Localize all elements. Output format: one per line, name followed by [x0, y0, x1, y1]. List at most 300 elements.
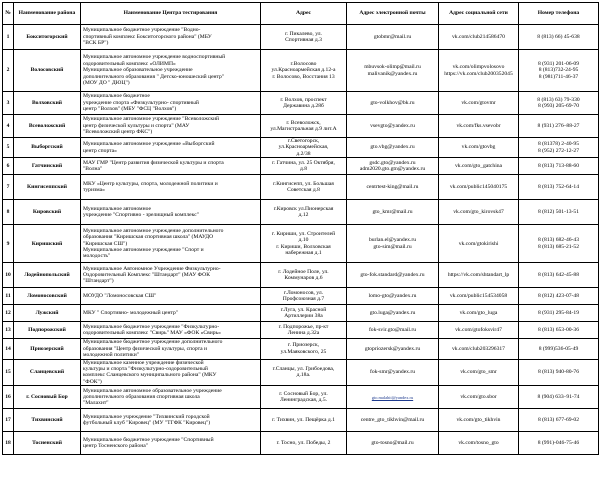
- center-name-line: "ВСК БР"): [83, 40, 109, 47]
- row-number: 8: [3, 200, 14, 225]
- social-link[interactable]: [439, 432, 519, 455]
- social-link[interactable]: [439, 322, 519, 339]
- email-link-line[interactable]: gto-tosno@mail.ru: [371, 440, 414, 446]
- email-link-line[interactable]: centrtest-king@mail.ru: [366, 184, 419, 191]
- center-name-line: учреждение "Спортивно - зрелищный комплекс": [83, 212, 200, 219]
- phone-number-line: 8 (813) 642-45-88: [537, 272, 579, 279]
- center-address: [261, 175, 347, 200]
- row-number: 3: [3, 92, 14, 115]
- center-address-line: Профсоюзная д.7: [282, 296, 325, 303]
- center-address: [261, 200, 347, 225]
- phone-number: [519, 322, 599, 339]
- phone-number: [519, 263, 599, 288]
- center-name-line: Муниципальное казенное учреждение физической: [83, 359, 204, 366]
- center-name: [81, 432, 261, 455]
- row-number: 15: [3, 359, 14, 386]
- center-address-line: г. Подпорожье, пр-кт: [278, 323, 329, 330]
- social-link-line[interactable]: vk.com/gtovmr: [461, 99, 496, 106]
- center-address-line: г.Луга, ул. Красной: [280, 306, 327, 313]
- center-address-line: ул.Магистральная д.9 лит.А: [270, 126, 337, 132]
- phone-number-line: 8 (813)732-24-95: [538, 67, 579, 74]
- email-link[interactable]: [347, 92, 439, 115]
- center-address-line: г. Тихвин, ул. Пещёрка д.1: [272, 417, 335, 423]
- center-name-line: МКУ «Центр культуры, спорта, молодежной политики и: [83, 180, 218, 187]
- social-link-line[interactable]: vk.com/gtokirishi: [458, 240, 499, 247]
- table-row: [3, 432, 599, 455]
- phone-number-line: 8 (813) 63) 79-330: [537, 96, 580, 103]
- social-link[interactable]: [439, 305, 519, 322]
- phone-number-line: 8 (813) 682-46-43: [537, 237, 579, 244]
- center-name: [81, 92, 261, 115]
- center-address-line: д.2/38: [296, 150, 311, 157]
- email-link[interactable]: [347, 200, 439, 225]
- phone-number: [519, 175, 599, 200]
- center-address-line: д.18а.: [296, 372, 311, 379]
- center-name: [81, 138, 261, 158]
- center-address-line: г. Сосновый Бор, ул.: [279, 390, 328, 397]
- center-address-line: г.Кингисепп, ул. Большая: [273, 180, 334, 187]
- email-link-line[interactable]: burlan.el@yandex.ru: [368, 237, 417, 244]
- center-address: [261, 138, 347, 158]
- district-name: Лодейнопольский: [14, 263, 81, 288]
- social-link[interactable]: [439, 138, 519, 158]
- center-name-line: "Штандарт"): [83, 278, 114, 285]
- center-address-line: Спортивная д.3: [285, 37, 322, 43]
- center-name-line: Муниципальное образовательное учреждение: [83, 67, 193, 74]
- center-address-line: ул.Маяковского, 25: [280, 348, 327, 355]
- center-address-line: г. Приозерск,: [287, 342, 320, 349]
- phone-number-line: 8 (981)711-46-37: [538, 73, 579, 80]
- email-link-line[interactable]: gto.malahit@yandex.ru: [371, 394, 414, 400]
- center-name-line: "Волна": [83, 166, 103, 173]
- center-name-line: центр спорта»: [83, 147, 117, 154]
- center-name: [81, 158, 261, 175]
- phone-number: [519, 200, 599, 225]
- row-number: 14: [3, 339, 14, 359]
- center-name-line: Муниципальное автономное учреждение дополнительного: [83, 227, 224, 234]
- center-name-line: МАУ ГМР "Центр развития физической культуры и спорта: [83, 159, 224, 166]
- social-link[interactable]: [439, 263, 519, 288]
- social-link-line[interactable]: vk.com/gtovbg: [461, 144, 496, 151]
- district-name: Волосовский: [14, 50, 81, 92]
- table-row: [3, 339, 599, 359]
- email-link[interactable]: [347, 305, 439, 322]
- center-name-line: учреждение спорта «Физкультурно- спортивный: [83, 99, 199, 106]
- header-email: Адрес электронной почты: [347, 3, 439, 25]
- phone-number-line: 8 (813) 653-00-36: [537, 327, 579, 334]
- phone-number: [519, 359, 599, 386]
- district-name: Приозерский: [14, 339, 81, 359]
- email-link[interactable]: [347, 25, 439, 50]
- center-address-line: г.Волосово: [290, 60, 317, 67]
- center-name: [81, 305, 261, 322]
- center-name-line: МКУ " Спортивно- молодежный центр": [83, 310, 179, 317]
- center-name-line: Муниципальное автономное учреждение водноспортивный: [83, 54, 226, 61]
- center-address: [261, 409, 347, 432]
- row-number: 13: [3, 322, 14, 339]
- table-row: [3, 50, 599, 92]
- center-name: [81, 200, 261, 225]
- center-name-line: спортивный комплекс Бокситогорского района" (МБУ: [83, 33, 212, 40]
- email-link[interactable]: [347, 225, 439, 263]
- phone-number-line: 8 (813) 685-21-52: [537, 243, 579, 250]
- phone-number-line: 8 (813) 677-69-02: [537, 417, 579, 423]
- center-address: [261, 25, 347, 50]
- center-name-line: центр "Волхов" (МБУ "ФСЦ "Волхов"): [83, 106, 177, 113]
- social-link-line[interactable]: vk.com/olimpvolosovo: [452, 64, 505, 71]
- center-address-line: г.Кировск ул.Пионерская: [273, 205, 334, 212]
- center-address: [261, 225, 347, 263]
- center-address: [261, 322, 347, 339]
- center-address: [261, 92, 347, 115]
- social-link-line[interactable]: vk.com/club214586470: [452, 33, 505, 40]
- center-name: [81, 288, 261, 305]
- center-name-line: МОУДО "Ломоносовская СШ": [83, 293, 157, 300]
- phone-number-line: 8 (999)536-05-49: [538, 345, 579, 352]
- social-link[interactable]: [439, 339, 519, 359]
- center-address-line: Державина д.28б: [283, 103, 324, 109]
- header-social: Адрес социальной сети: [439, 3, 519, 25]
- center-name-line: образования "Центр физической культуры, спорта и: [83, 345, 207, 352]
- center-name-line: туризма»: [83, 187, 105, 194]
- email-link-line[interactable]: gtopriozersk@yandex.ru: [364, 345, 421, 352]
- phone-number-line: 8 (813) 66) 45-638: [537, 33, 580, 40]
- phone-number: [519, 409, 599, 432]
- social-link[interactable]: [439, 175, 519, 200]
- center-name: [81, 263, 261, 288]
- center-address-line: набережная д.1: [285, 250, 322, 257]
- district-name: Подпорожский: [14, 322, 81, 339]
- district-name: Лужский: [14, 305, 81, 322]
- table-row: [3, 305, 599, 322]
- phone-number: [519, 305, 599, 322]
- social-link-line[interactable]: vk.com/gto_kirovsk47: [453, 209, 504, 216]
- center-name-line: молодежной политики": [83, 352, 139, 359]
- center-address-line: ул.Красноармейская д.12-а: [271, 67, 336, 74]
- email-link-line[interactable]: vsevgto@yandex.ru: [370, 122, 415, 129]
- center-address: [261, 115, 347, 138]
- center-name: [81, 225, 261, 263]
- row-number: 9: [3, 225, 14, 263]
- email-link[interactable]: [347, 322, 439, 339]
- center-name-line: (МОУ ДО " ДЮЦ"): [83, 80, 130, 87]
- social-link[interactable]: [439, 386, 519, 409]
- center-name: [81, 115, 261, 138]
- center-name: [81, 25, 261, 50]
- email-link[interactable]: [347, 175, 439, 200]
- phone-number: [519, 432, 599, 455]
- center-address-line: ул.Красноармейская,: [278, 144, 329, 151]
- email-link[interactable]: [347, 386, 439, 409]
- social-link-line[interactable]: vk.com/gto.sbor: [460, 394, 497, 400]
- social-link[interactable]: [439, 158, 519, 175]
- phone-number: [519, 115, 599, 138]
- phone-number-line: 8 (931) 295-84-19: [537, 310, 579, 317]
- center-address-line: г. Тосно, ул. Победы, 2: [276, 440, 331, 446]
- phone-number-line: 8 (993) 205-69-70: [537, 103, 579, 109]
- district-name: Тосненский: [14, 432, 81, 455]
- social-link-line[interactable]: vk.com/public145040175: [449, 184, 508, 191]
- email-link[interactable]: [347, 50, 439, 92]
- district-name: Сланцевский: [14, 359, 81, 386]
- district-name: Волховский: [14, 92, 81, 115]
- testing-centers-table: [2, 2, 599, 455]
- header-row: [3, 3, 599, 25]
- center-name-line: Муниципальное бюджетное учреждение "Водно-: [83, 27, 201, 34]
- row-number: 10: [3, 263, 14, 288]
- district-name: Кировский: [14, 200, 81, 225]
- table-row: [3, 386, 599, 409]
- district-name: Выборгский: [14, 138, 81, 158]
- district-name: Киришский: [14, 225, 81, 263]
- social-link[interactable]: [439, 225, 519, 263]
- district-name: Кингисеппский: [14, 175, 81, 200]
- social-link[interactable]: [439, 50, 519, 92]
- center-address-line: Советская д.8: [287, 187, 320, 194]
- table-row: [3, 25, 599, 50]
- email-link[interactable]: [347, 263, 439, 288]
- email-link-line[interactable]: mbuvsok-olimp@mail.ru: [364, 64, 421, 71]
- table-row: [3, 175, 599, 200]
- center-address-line: г. Волхов, проспект: [280, 96, 327, 103]
- center-address-line: г. Кириши, Волховская: [276, 243, 331, 250]
- phone-number: [519, 225, 599, 263]
- social-link-line[interactable]: vk.com/gto_luga: [459, 310, 498, 317]
- social-link-line[interactable]: vk.com/public154534058: [449, 293, 508, 300]
- row-number: 17: [3, 409, 14, 432]
- email-link-line[interactable]: malivanik@yandex.ru: [367, 70, 418, 77]
- center-address: [261, 288, 347, 305]
- center-name-line: Муниципальное бюджетное учреждение дополнительного: [83, 339, 223, 346]
- email-link[interactable]: [347, 115, 439, 138]
- social-link-line[interactable]: https://vk.com/shtandart_lp: [447, 272, 510, 279]
- social-link-line[interactable]: vk.com/fks.vsevobr: [456, 122, 501, 129]
- phone-number-line: 8 (931) 276–88-27: [537, 122, 580, 129]
- email-link[interactable]: [347, 359, 439, 386]
- email-link-line[interactable]: lomo-gto@yandex.ru: [368, 293, 417, 300]
- phone-number-line: 8 (81378) 2-40-95: [537, 141, 579, 148]
- center-address-line: г. Гатчина, ул. 25 Октября,: [272, 159, 335, 166]
- email-link-line[interactable]: centre_gto_tikhvin@mail.ru: [360, 417, 425, 423]
- phone-number-line: 8 (813) 940-80-76: [537, 369, 579, 376]
- center-name-line: комплекс Сланцевского муниципального района" (МКУ: [83, 372, 217, 379]
- center-name-line: культуры и спорта "Физкультурно-оздоровительный: [83, 365, 208, 372]
- center-name: [81, 409, 261, 432]
- center-name-line: Муниципальное автономное образовательное учреждение: [83, 387, 222, 394]
- center-name-line: Муниципальное бюджетное учреждение "Спортивный: [83, 436, 214, 443]
- email-link-line[interactable]: gto.luga@yandex.ru: [369, 310, 416, 317]
- email-link[interactable]: [347, 288, 439, 305]
- phone-number-line: 8 (812) 501-13-51: [537, 209, 579, 216]
- center-address-line: д.8: [299, 166, 308, 173]
- social-link-line[interactable]: vk.com/tosno_gto: [458, 440, 499, 446]
- table-row: [3, 200, 599, 225]
- center-name-line: Муниципальное автономное учреждение "Спорт и: [83, 246, 204, 253]
- center-address: [261, 158, 347, 175]
- row-number: 4: [3, 115, 14, 138]
- center-name-line: оздоровительный комплекс "Свирь" МАУ «ФОК «Свирь»: [83, 330, 221, 337]
- district-name: Бокситогорский: [14, 25, 81, 50]
- table-row: [3, 158, 599, 175]
- center-name-line: Муниципальное автономное: [83, 205, 151, 212]
- center-address: [261, 386, 347, 409]
- email-link-line[interactable]: adm2020.gto.gtn@yandex.ru: [359, 166, 426, 173]
- center-name-line: Муниципальное автономное учреждение «Выборгский: [83, 141, 215, 148]
- row-number: 1: [3, 25, 14, 50]
- center-address-line: г. Пикалево, ул.: [285, 30, 322, 37]
- district-name: Ломоносовский: [14, 288, 81, 305]
- district-name: Тихвинский: [14, 409, 81, 432]
- district-name: г. Сосновый Бор: [14, 386, 81, 409]
- social-link-line[interactable]: vk.com/club203296317: [452, 345, 505, 352]
- row-number: 18: [3, 432, 14, 455]
- center-address: [261, 339, 347, 359]
- phone-number-line: 8 (991)-046-75-46: [537, 440, 580, 446]
- center-address: [261, 50, 347, 92]
- table-row: [3, 263, 599, 288]
- phone-number-line: 8 (931) 201-06-09: [537, 60, 579, 67]
- center-name-line: Муниципальное бюджетное: [83, 93, 150, 100]
- phone-number: [519, 158, 599, 175]
- social-link-line[interactable]: vk.com/gto_gatchina: [454, 163, 503, 170]
- social-link[interactable]: [439, 359, 519, 386]
- center-name-line: молодость": [83, 253, 111, 260]
- row-number: 7: [3, 175, 14, 200]
- social-link-line[interactable]: https://vk.com/club200352045: [444, 70, 513, 77]
- center-name-line: Муниципальное бюджетное учреждение "Физкультурно-: [83, 323, 220, 330]
- table-row: [3, 359, 599, 386]
- center-name: [81, 386, 261, 409]
- center-address-line: д.12: [298, 212, 309, 219]
- center-address: [261, 359, 347, 386]
- center-name-line: центр физической культуры и спорта" (МАУ: [83, 122, 190, 129]
- center-name-line: "Киришская СШ"): [83, 240, 128, 247]
- center-name-line: центр Тосненского района": [83, 443, 148, 450]
- center-address: [261, 305, 347, 322]
- center-name: [81, 175, 261, 200]
- row-number: 5: [3, 138, 14, 158]
- center-address-line: д.10: [298, 237, 309, 244]
- center-name-line: Муниципальное автономное учреждение "Всеволожский: [83, 116, 220, 123]
- email-link-line[interactable]: gto-volkhov@bk.ru: [370, 99, 415, 106]
- center-address-line: Ленина д.32а: [287, 330, 320, 337]
- phone-number: [519, 138, 599, 158]
- email-link-line[interactable]: gsdc.gto@yandex.ru: [369, 159, 416, 166]
- center-address-line: г. Кириши, ул. Строителей: [271, 230, 336, 237]
- center-name-line: "Малахит": [83, 400, 109, 407]
- center-name-line: дополнительного образования " Детско-юношеский центр": [83, 73, 225, 80]
- social-link-line[interactable]: vk.com/gto_smr: [460, 369, 497, 376]
- email-link-line[interactable]: gto-sim@mail.ru: [373, 243, 412, 250]
- center-address-line: г.Ломоносов, ул.: [283, 289, 324, 296]
- center-name-line: образования "Киришская спортивная школа" (МАУДО: [83, 234, 214, 241]
- phone-number-line: 8 (813) 752-64-14: [537, 184, 579, 191]
- phone-number: [519, 288, 599, 305]
- center-name-line: Муниципальное Автономное Учреждение Физкультурно-: [83, 265, 221, 272]
- center-name: [81, 339, 261, 359]
- header-center: Наименование Центра тестирования: [81, 3, 261, 25]
- row-number: 11: [3, 288, 14, 305]
- social-link[interactable]: [439, 288, 519, 305]
- email-link[interactable]: [347, 158, 439, 175]
- district-name: Всеволожский: [14, 115, 81, 138]
- table-row: [3, 138, 599, 158]
- social-link-line[interactable]: vk.com/gtofoksvir47: [455, 327, 502, 334]
- center-name: [81, 50, 261, 92]
- center-address-line: г. Волосово, Восстания 13: [272, 73, 335, 80]
- social-link[interactable]: [439, 92, 519, 115]
- email-link[interactable]: [347, 432, 439, 455]
- center-name-line: дополнительного образования спортивная школа: [83, 394, 200, 400]
- table-row: [3, 288, 599, 305]
- center-address-line: Ленинградская, д.5.: [279, 397, 328, 404]
- email-link-line[interactable]: gto.vbg@yandex.ru: [370, 144, 415, 151]
- center-address-line: Коммунаров д.6: [284, 275, 323, 282]
- center-name-line: оздоровительный комплекс «ОЛИМП»: [83, 60, 176, 67]
- email-link-line[interactable]: gto_kmr@mail.ru: [372, 209, 413, 216]
- center-name-line: Оздоровительный Комплекс "Штандарт" (МАУ ФОК: [83, 272, 210, 279]
- table-row: [3, 409, 599, 432]
- district-name: Гатчинский: [14, 158, 81, 175]
- header-phone: Номер телефона: [519, 3, 599, 25]
- header-num: №: [3, 3, 14, 25]
- social-link[interactable]: [439, 200, 519, 225]
- center-name-line: Муниципальное учреждение "Тихвинский городской: [83, 413, 210, 420]
- social-link-line[interactable]: vk.com/gto_tikhvin: [456, 417, 501, 423]
- center-name: [81, 322, 261, 339]
- email-link[interactable]: [347, 409, 439, 432]
- phone-number: [519, 339, 599, 359]
- phone-number: [519, 386, 599, 409]
- header-address: Адрес: [261, 3, 347, 25]
- table-row: [3, 115, 599, 138]
- row-number: 12: [3, 305, 14, 322]
- social-link[interactable]: [439, 409, 519, 432]
- email-link[interactable]: [347, 339, 439, 359]
- phone-number-line: 8 (813) 713-88-60: [537, 163, 579, 170]
- center-address-line: г.Сланцы, ул. Грибоедова,: [272, 365, 335, 372]
- phone-number-line: 8 (812) 423-07-48: [537, 293, 579, 300]
- center-address: [261, 263, 347, 288]
- phone-number-line: 8 (952) 272-12-27: [537, 147, 579, 154]
- phone-number-line: 8 (904) 633–91-74: [537, 394, 580, 400]
- center-address: [261, 432, 347, 455]
- email-link[interactable]: [347, 138, 439, 158]
- email-link-line[interactable]: gtobmr@mail.ru: [373, 33, 412, 40]
- center-name-line: "Всеволожский центр ФКС"): [83, 129, 153, 136]
- row-number: 16: [3, 386, 14, 409]
- social-link[interactable]: [439, 25, 519, 50]
- email-link-line[interactable]: gto-fok.standard@yandex.ru: [360, 272, 425, 279]
- center-address-line: г. Лодейное Поле, ул.: [278, 268, 329, 275]
- center-name-line: футбольный клуб "Кировец" (МУ "ТГФК "Кировец"): [83, 420, 211, 427]
- center-address-line: г. Всеволожск,: [286, 119, 321, 126]
- table-row: [3, 322, 599, 339]
- row-number: 2: [3, 50, 14, 92]
- phone-number: [519, 25, 599, 50]
- social-link[interactable]: [439, 115, 519, 138]
- row-number: 6: [3, 158, 14, 175]
- email-link-line[interactable]: fok-smr@yandex.ru: [369, 369, 416, 376]
- center-name-line: "ФОК"): [83, 378, 102, 385]
- center-address-line: Артиллерии 38а: [284, 313, 323, 320]
- phone-number: [519, 92, 599, 115]
- phone-number: [519, 50, 599, 92]
- email-link-line[interactable]: fok-svir.gto@mail.ru: [368, 327, 417, 334]
- center-name: [81, 359, 261, 386]
- center-address-line: г.Светогорск,: [287, 138, 320, 144]
- table-row: [3, 225, 599, 263]
